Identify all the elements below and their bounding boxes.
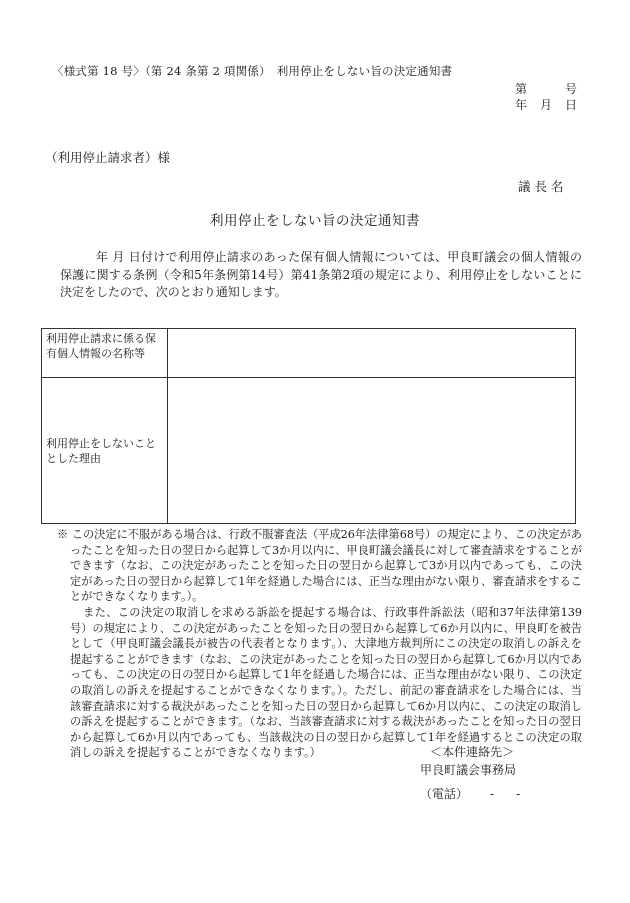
- row-value-info-name: [168, 329, 576, 378]
- table-row: [42, 329, 576, 378]
- date-month: 月: [539, 98, 552, 112]
- contact-office: 甲良町議会事務局: [420, 763, 517, 777]
- document-number: [515, 80, 577, 97]
- phone-label: （電話）: [420, 787, 469, 801]
- notes: [54, 527, 582, 761]
- document-date: [515, 96, 577, 113]
- contact-phone: [420, 785, 520, 802]
- date-day: 日: [564, 98, 577, 112]
- sender: 議長名: [518, 179, 568, 194]
- body-text: 年 月 日付けで利用停止請求のあった保有個人情報については、甲良町議会の個人情報の保護に関する条例（令和5年条例第14号）第41条第2項の規定により、利用停止をしないことに決定をしたので、次のとおり通知します。: [60, 250, 582, 299]
- date-year: 年: [515, 98, 528, 112]
- number-suffix: 号: [564, 82, 577, 96]
- note-appeal: ※ この決定に不服がある場合は、行政不服審査法（平成26年法律第68号）の規定により、この決定があったことを知った日の翌日から起算して3か月以内に、甲良町議会議長に対して審査請求をすることができます（なお、この決定があったことを知った日の翌日から起算して3か月以内であっても、この決定があった日の翌日から起算して1年を経過した場合には、正当な理由がない限り、審査請求をすることができなくなります。）。: [57, 528, 582, 604]
- row-value-reason: [168, 378, 576, 524]
- phone-separator: -: [516, 787, 521, 801]
- table-row: [42, 378, 576, 524]
- row-label-reason: 利用停止をしないこととした理由: [42, 378, 168, 524]
- document-title: 利用停止をしない旨の決定通知書: [210, 213, 420, 229]
- number-prefix: 第: [515, 82, 528, 96]
- row-label-info-name: 利用停止請求に係る保有個人情報の名称等: [42, 329, 168, 378]
- contact-title: ＜本件連絡先＞: [430, 745, 515, 759]
- phone-separator: -: [490, 787, 495, 801]
- addressee: （利用停止請求者）様: [45, 150, 171, 165]
- form-header: 〈様式第 18 号〉（第 24 条第 2 項関係） 利用停止をしない旨の決定通知書: [52, 64, 453, 78]
- note-lawsuit: また、この決定の取消しを求める訴訟を提起する場合は、行政事件訴訟法（昭和37年法律第139号）の規定により、この決定があったことを知った日の翌日から起算して6か月以内に、甲良町を被告として（甲良町議会議長が被告の代表者となります。）、大津地方裁判所にこの決定の取消しの訴えを提起することができます（なお、この決定があったことを知った日の翌日から起算して6か月以内であっても、この決定の日の翌日から起算して1年を経過した場合には、正当な理由がない限り、この決定の取消しの訴えを提起することができなくなります。）。ただし、前記の審査請求をした場合には、当該審査請求に対する裁決があったことを知った日の翌日から起算して6か月以内に、この決定の取消しの訴えを提起することができます。（なお、当該審査請求に対する裁決があったことを知った日の翌日から起算して6か月以内であっても、当該裁決の日の翌日から起算して1年を経過するとこの決定の取消しの訴えを提起することができなくなります。）: [70, 605, 582, 760]
- info-table: [41, 328, 576, 524]
